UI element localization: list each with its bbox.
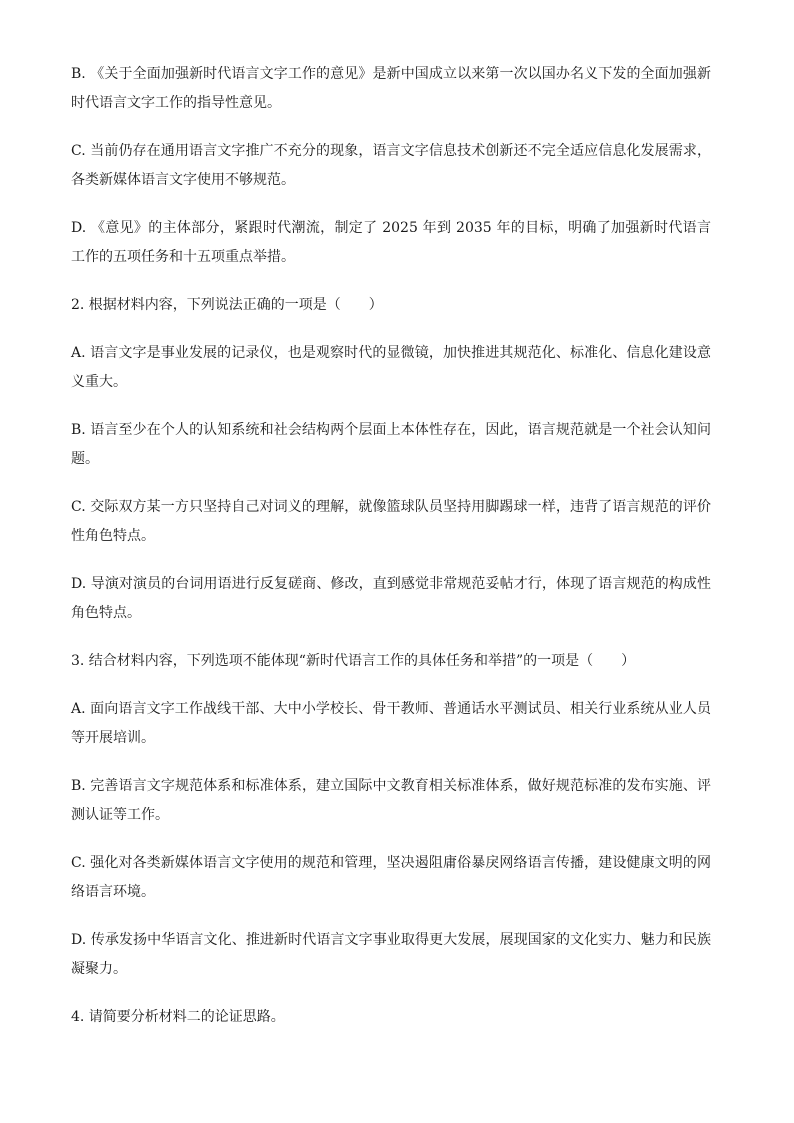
question-4: 4. 请简要分析材料二的论证思路。 [71,1009,285,1025]
option-2d: D. 导演对演员的台词用语进行反复磋商、修改，直到感觉非常规范妥帖才行，体现了语言规范的构成性角色特点。 [71,576,711,621]
option-3a: A. 面向语言文字工作战线干部、大中小学校长、骨干教师、普通话水平测试员、相关行业系统从业人员等开展培训。 [71,701,711,746]
option-3d: D. 传承发扬中华语言文化、推进新时代语言文字事业取得更大发展，展现国家的文化实力、魅力和民族凝聚力。 [71,932,711,977]
question-3: 3. 结合材料内容，下列选项不能体现“新时代语言工作的具体任务和举措”的一项是（ ） [71,653,636,669]
option-1b: B. 《关于全面加强新时代语言文字工作的意见》是新中国成立以来第一次以国办名义下发的全面加强新时代语言文字工作的指导性意见。 [71,66,711,111]
option-3b: B. 完善语言文字规范体系和标准体系，建立国际中文教育相关标准体系，做好规范标准的发布实施、评测认证等工作。 [71,778,711,823]
option-3c: C. 强化对各类新媒体语言文字使用的规范和管理，坚决遏阻庸俗暴戾网络语言传播，建设健康文明的网络语言环境。 [71,855,711,900]
option-1c: C. 当前仍存在通用语言文字推广不充分的现象，语言文字信息技术创新还不完全适应信息化发展需求，各类新媒体语言文字使用不够规范。 [71,143,711,188]
option-2a: A. 语言文字是事业发展的记录仪，也是观察时代的显微镜，加快推进其规范化、标准化、信息化建设意义重大。 [71,345,711,390]
option-2b: B. 语言至少在个人的认知系统和社会结构两个层面上本体性存在，因此，语言规范就是一个社会认知问题。 [71,422,711,467]
question-2: 2. 根据材料内容，下列说法正确的一项是（ ） [71,297,383,313]
option-2c: C. 交际双方某一方只坚持自己对词义的理解，就像篮球队员坚持用脚踢球一样，违背了语言规范的评价性角色特点。 [71,499,711,544]
document-page [71,60,711,1051]
option-1d: D. 《意见》的主体部分，紧跟时代潮流，制定了 2025 年到 2035 年的目标，明确了加强新时代语言工作的五项任务和十五项重点举措。 [71,220,711,265]
